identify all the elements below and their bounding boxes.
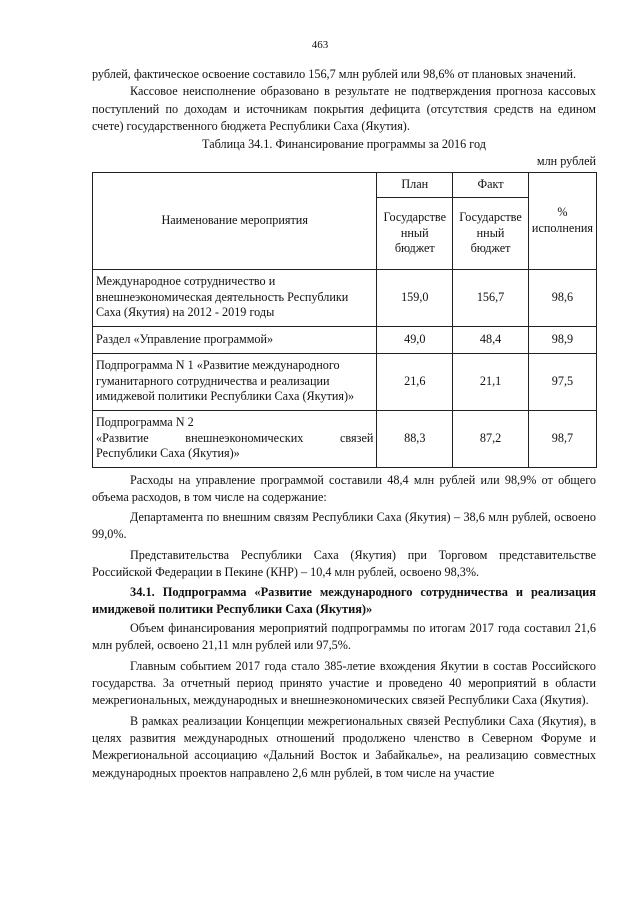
paragraph-intro-1: рублей, фактическое освоение составило 156,7 млн рублей или 98,6% от плановых значений. <box>92 67 577 81</box>
table-header-row <box>93 172 597 198</box>
row-fact: 21,1 <box>453 353 529 410</box>
header-budget-fact: Государстве нный бюджет <box>453 198 529 269</box>
row-name-line: Республики Саха (Якутия)» <box>96 446 240 461</box>
table-caption: Таблица 34.1. Финансирование программы за 2016 год <box>202 137 486 152</box>
row-plan: 159,0 <box>377 269 453 326</box>
row-percent: 98,7 <box>528 410 596 467</box>
paragraph-management-expenses: Расходы на управление программой составили 48,4 млн рублей или 98,9% от общего объема расходов, в том числе на содержание: <box>92 472 596 504</box>
row-plan: 21,6 <box>377 353 453 410</box>
table-row <box>93 410 597 467</box>
table-unit: млн рублей <box>536 153 596 168</box>
paragraph-concept: В рамках реализации Концепции межрегиональных связей Республики Саха (Якутия), в целях развития международных отношений продолжено членство в Северном Форуме и Межрегиональной ассоциацию «Дальний Восток и Забайкалье», на реализацию совместных международных проектов направлено 2,6 млн рублей, в том числе на участие <box>92 713 596 780</box>
row-plan: 88,3 <box>377 410 453 467</box>
row-name-line: «Развитие внешнеэкономических связей <box>96 430 374 445</box>
header-percent: % исполнения <box>528 172 596 269</box>
table-row <box>93 269 597 326</box>
paragraph-main-event: Главным событием 2017 года стало 385-летие вхождения Якутии в состав Российского государства. За отчетный период принято участие и проведено 40 мероприятий в области межрегиональных, международных и внешнеэкономических связей Республики Саха (Якутия). <box>92 658 596 708</box>
table-row <box>93 353 597 410</box>
row-fact: 48,4 <box>453 326 529 353</box>
financing-table <box>92 172 597 468</box>
row-name: Подпрограмма N 1 «Развитие международного гуманитарного сотрудничества и реализации имиджевой политики Республики Саха (Якутия)» <box>93 353 377 410</box>
document-body <box>92 66 596 782</box>
page-number: 463 <box>311 39 329 51</box>
row-plan: 49,0 <box>377 326 453 353</box>
row-name <box>93 410 377 467</box>
row-name-line: Подпрограмма N 2 <box>96 415 194 430</box>
header-name: Наименование мероприятия <box>93 172 377 269</box>
header-plan: План <box>377 172 453 198</box>
paragraph-intro-2: Кассовое неисполнение образовано в результате не подтверждения прогноза кассовых поступлений по доходам и источникам покрытия дефицита (отсутствия средств на едином счете) государственного бюджета Республики Саха (Якутия). <box>92 84 596 133</box>
header-fact: Факт <box>453 172 529 198</box>
header-budget-plan: Государстве нный бюджет <box>377 198 453 269</box>
paragraph-department: Департамента по внешним связям Республики Саха (Якутия) – 38,6 млн рублей, освоено 99,0%. <box>92 510 596 542</box>
section-heading: 34.1. Подпрограмма «Развитие международного сотрудничества и реализация имиджевой политики Республики Саха (Якутия)» <box>92 585 596 617</box>
row-percent: 97,5 <box>528 353 596 410</box>
row-name: Международное сотрудничество и внешнеэкономическая деятельность Республики Саха (Якутия) на 2012 - 2019 годы <box>93 269 377 326</box>
paragraph-representation: Представительства Республики Саха (Якутия) при Торговом представительстве Российской Федерации в Пекине (КНР) – 10,4 млн рублей, освоено 98,3%. <box>92 547 596 580</box>
row-percent: 98,9 <box>528 326 596 353</box>
row-fact: 87,2 <box>453 410 529 467</box>
row-fact: 156,7 <box>453 269 529 326</box>
row-name: Раздел «Управление программой» <box>93 326 377 353</box>
paragraph-financing: Объем финансирования мероприятий подпрограммы по итогам 2017 года составил 21,6 млн рублей, освоено 21,11 млн рублей или 97,5%. <box>92 620 596 653</box>
row-percent: 98,6 <box>528 269 596 326</box>
table-row <box>93 326 597 353</box>
